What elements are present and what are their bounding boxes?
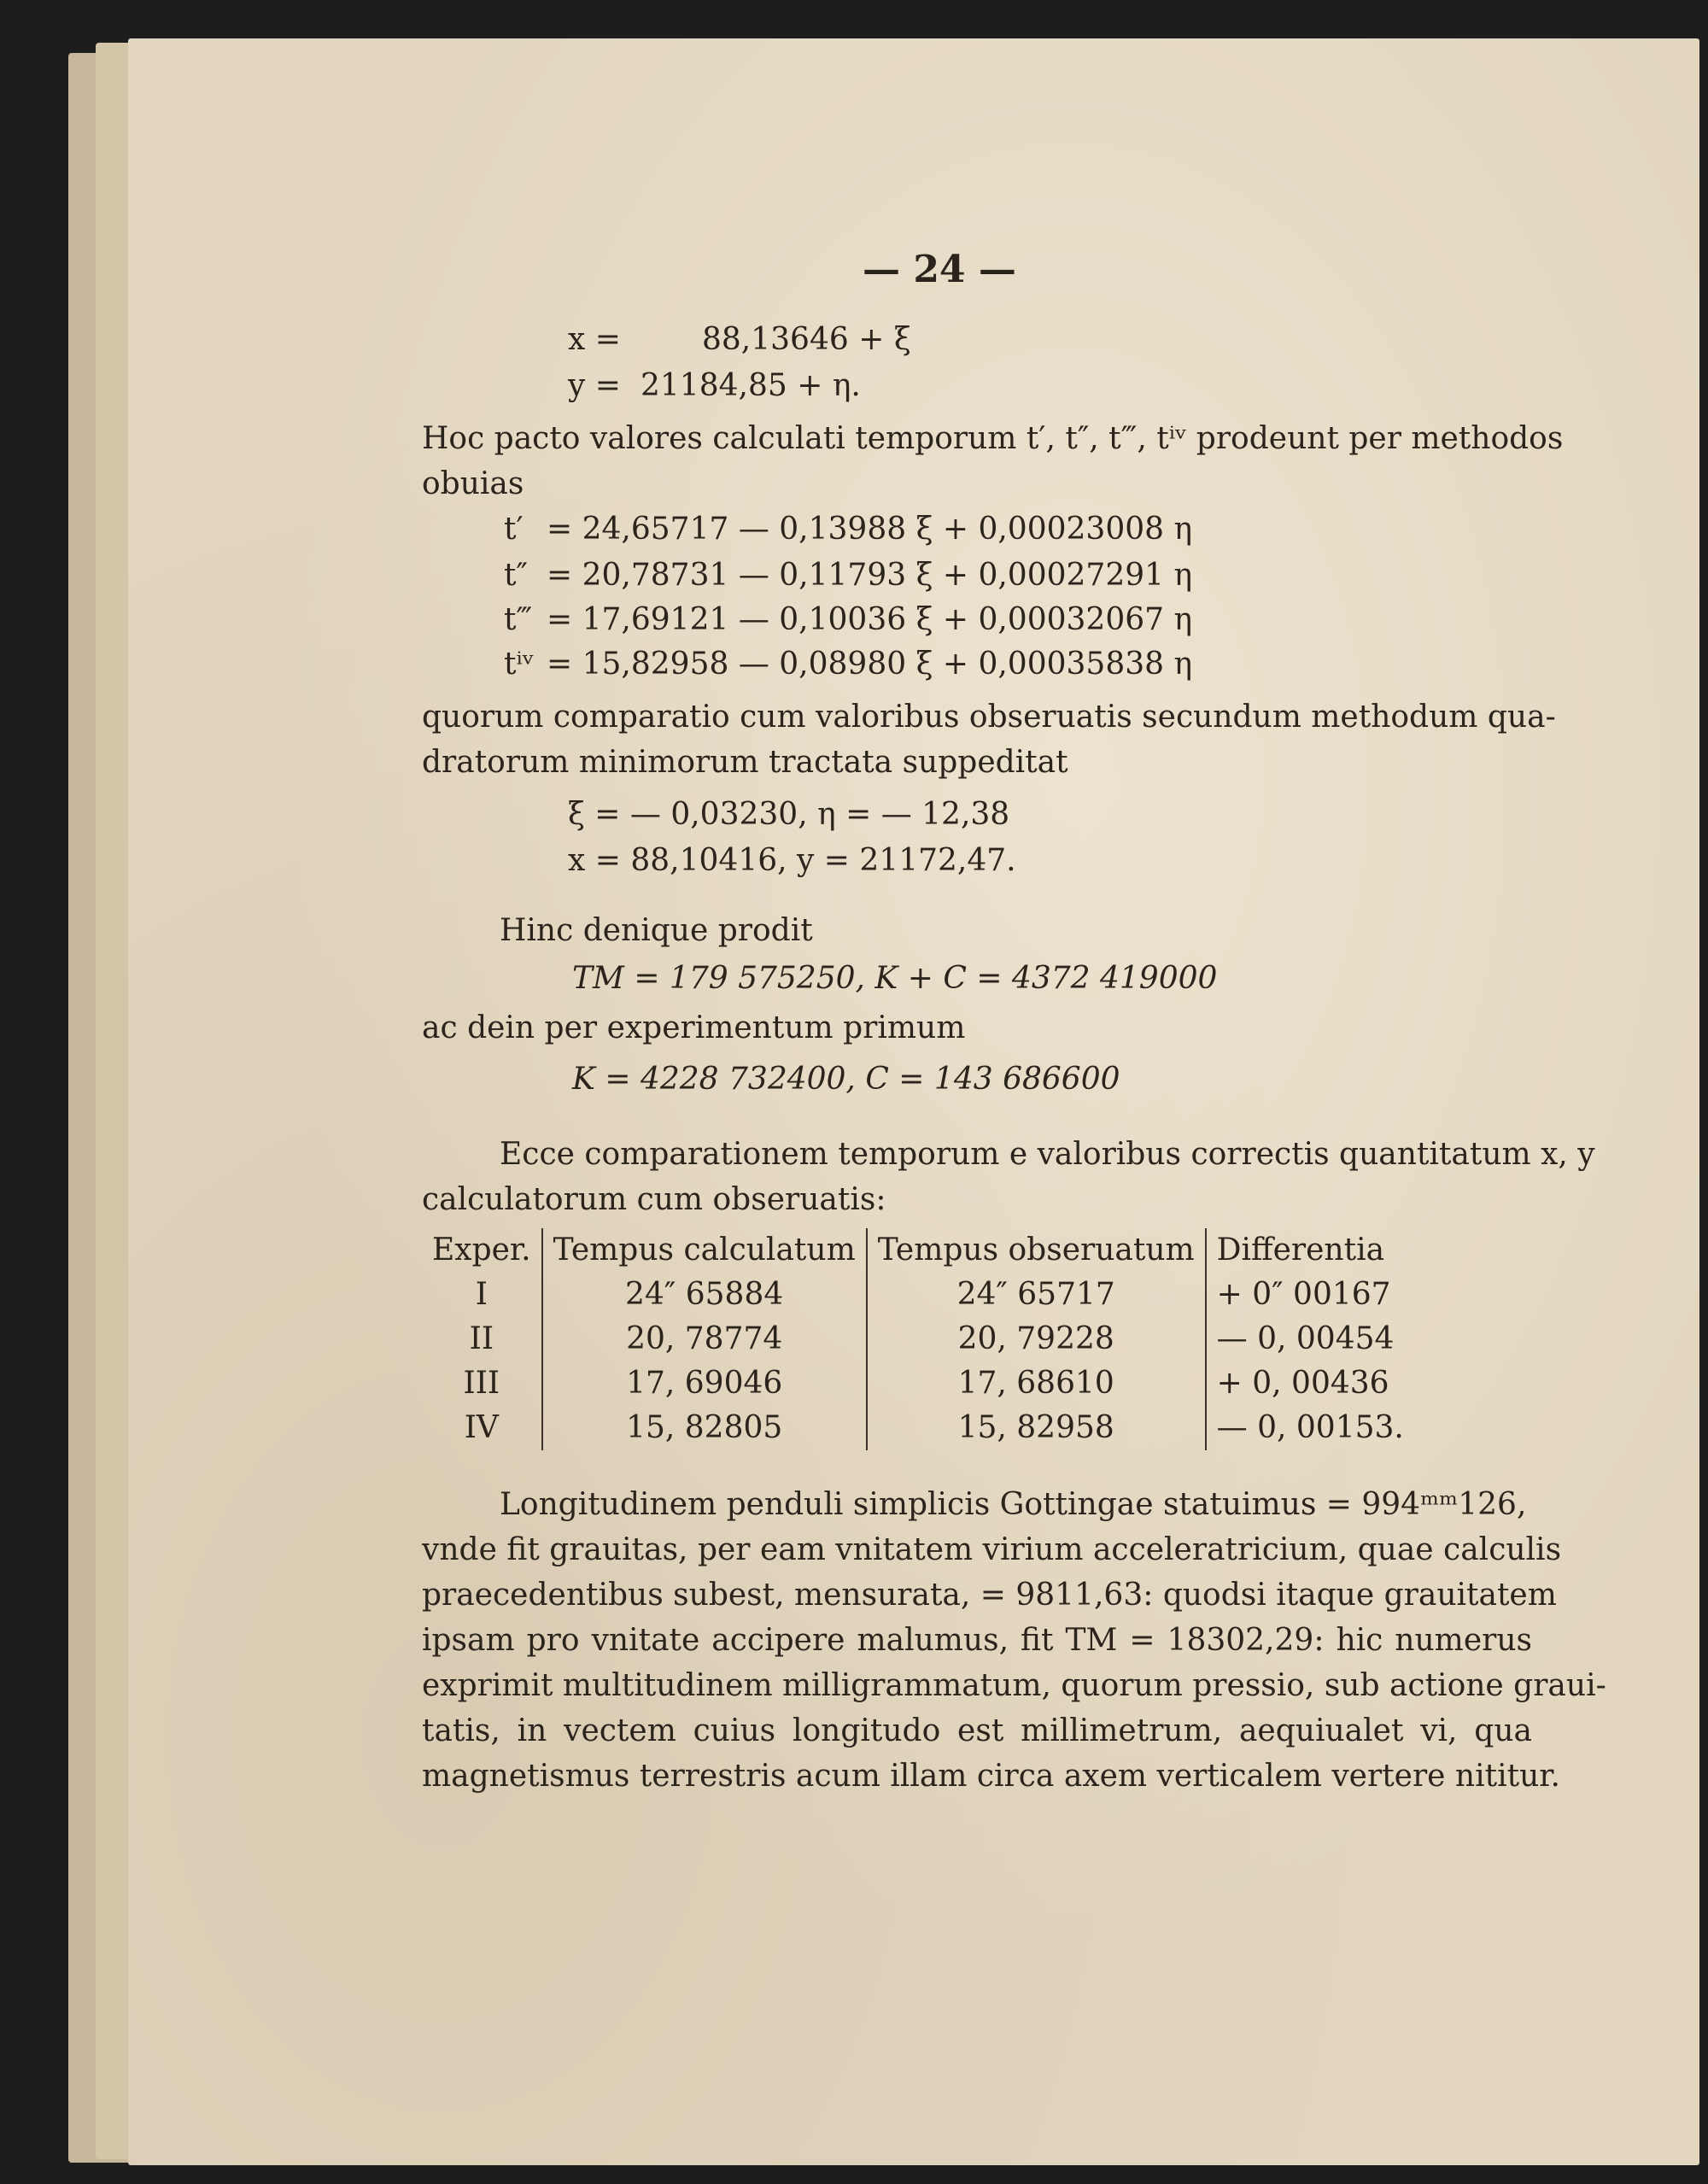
final-line-5: exprimit multitudinem milligrammatum, quorum pressio, sub actione graui- bbox=[422, 1668, 1606, 1703]
cell-differentia: — 0, 00153. bbox=[1216, 1410, 1404, 1445]
final-line-7: magnetismus terrestris acum illam circa axem verticalem vertere nititur. bbox=[422, 1759, 1560, 1794]
time-eq-lhs-3: t‴ bbox=[504, 602, 533, 637]
cell-differentia: — 0, 00454 bbox=[1216, 1321, 1395, 1356]
time-eq-lhs-4: tⁱᵛ bbox=[504, 647, 535, 682]
cell-differentia: + 0″ 00167 bbox=[1216, 1277, 1391, 1312]
equation-y-rhs: 21184,85 + η. bbox=[640, 368, 861, 403]
table-row bbox=[422, 1361, 1424, 1406]
solution-xi-eta: ξ = — 0,03230, η = — 12,38 bbox=[568, 797, 1010, 832]
cell-obseruatum: 17, 68610 bbox=[867, 1361, 1206, 1406]
time-eq-lhs-1: t′ bbox=[504, 512, 524, 547]
table-row bbox=[422, 1273, 1424, 1317]
cell-exper: I bbox=[422, 1273, 542, 1317]
cell-obseruatum: 15, 82958 bbox=[867, 1406, 1206, 1450]
intro-line-1: Hoc pacto valores calculati temporum t′, t″, t‴, tⁱᵛ prodeunt per methodos bbox=[422, 421, 1564, 456]
cell-exper: II bbox=[422, 1317, 542, 1361]
intro-line-2: obuias bbox=[422, 466, 524, 501]
cell-calculatum: 24″ 65884 bbox=[542, 1273, 867, 1317]
cell-calculatum: 17, 69046 bbox=[542, 1361, 867, 1406]
results-table bbox=[422, 1228, 1424, 1450]
cell-obseruatum: 20, 79228 bbox=[867, 1317, 1206, 1361]
tm-result: TM = 179 575250, K + C = 4372 419000 bbox=[572, 961, 1218, 996]
intro-paragraph bbox=[422, 417, 1564, 507]
time-eq-rhs-4: = 15,82958 — 0,08980 ξ + 0,00035838 η bbox=[547, 647, 1193, 682]
header-differentia: Differentia bbox=[1216, 1233, 1385, 1268]
equation-x-lhs: x = bbox=[568, 322, 621, 357]
final-line-4: ipsam pro vnitate accipere malumus, fit TM = 18302,29: hic numerus bbox=[422, 1623, 1532, 1658]
ecce-paragraph bbox=[500, 1133, 1595, 1178]
comparison-paragraph bbox=[422, 695, 1556, 786]
final-line-3: praecedentibus subest, mensurata, = 9811,63: quodsi itaque grauitatem bbox=[422, 1578, 1557, 1613]
k-c-result: K = 4228 732400, C = 143 686600 bbox=[572, 1062, 1120, 1097]
time-eq-rhs-2: = 20,78731 — 0,11793 ξ + 0,00027291 η bbox=[547, 558, 1193, 593]
header-exper: Exper. bbox=[422, 1228, 542, 1273]
table-header-row bbox=[422, 1228, 1424, 1273]
cell-exper: III bbox=[422, 1361, 542, 1406]
comparison-line-1: quorum comparatio cum valoribus obseruatis secundum methodum qua- bbox=[422, 700, 1556, 735]
final-line-2: vnde fit grauitas, per eam vnitatem virium acceleratricium, quae calculis bbox=[422, 1532, 1562, 1567]
page-number: — 24 — bbox=[863, 248, 1016, 291]
ecce-line-1: Ecce comparationem temporum e valoribus correctis quantitatum x, y bbox=[500, 1137, 1595, 1172]
comparison-line-2: dratorum minimorum tractata suppeditat bbox=[422, 745, 1068, 780]
solution-x-y: x = 88,10416, y = 21172,47. bbox=[568, 843, 1016, 878]
hinc-line: Hinc denique prodit bbox=[500, 913, 813, 948]
time-eq-rhs-3: = 17,69121 — 0,10036 ξ + 0,00032067 η bbox=[547, 602, 1193, 637]
cell-exper: IV bbox=[422, 1406, 542, 1450]
equation-x-rhs: 88,13646 + ξ bbox=[702, 322, 911, 357]
cell-obseruatum: 24″ 65717 bbox=[867, 1273, 1206, 1317]
final-line-1: Longitudinem penduli simplicis Gottingae statuimus = 994ᵐᵐ126, bbox=[500, 1487, 1527, 1522]
equation-y-lhs: y = bbox=[568, 368, 621, 403]
final-line-6: tatis, in vectem cuius longitudo est millimetrum, aequiualet vi, qua bbox=[422, 1713, 1532, 1748]
cell-calculatum: 20, 78774 bbox=[542, 1317, 867, 1361]
time-eq-rhs-1: = 24,65717 — 0,13988 ξ + 0,00023008 η bbox=[547, 512, 1193, 547]
ecce-line-2: calculatorum cum obseruatis: bbox=[422, 1182, 886, 1217]
ac-dein-line: ac dein per experimentum primum bbox=[422, 1010, 966, 1045]
cell-calculatum: 15, 82805 bbox=[542, 1406, 867, 1450]
table-row bbox=[422, 1406, 1424, 1450]
time-eq-lhs-2: t″ bbox=[504, 558, 528, 593]
cell-differentia: + 0, 00436 bbox=[1216, 1366, 1389, 1401]
final-paragraph bbox=[422, 1483, 1606, 1800]
header-tempus-obseruatum: Tempus obseruatum bbox=[867, 1228, 1206, 1273]
header-tempus-calculatum: Tempus calculatum bbox=[542, 1228, 867, 1273]
table-row bbox=[422, 1317, 1424, 1361]
